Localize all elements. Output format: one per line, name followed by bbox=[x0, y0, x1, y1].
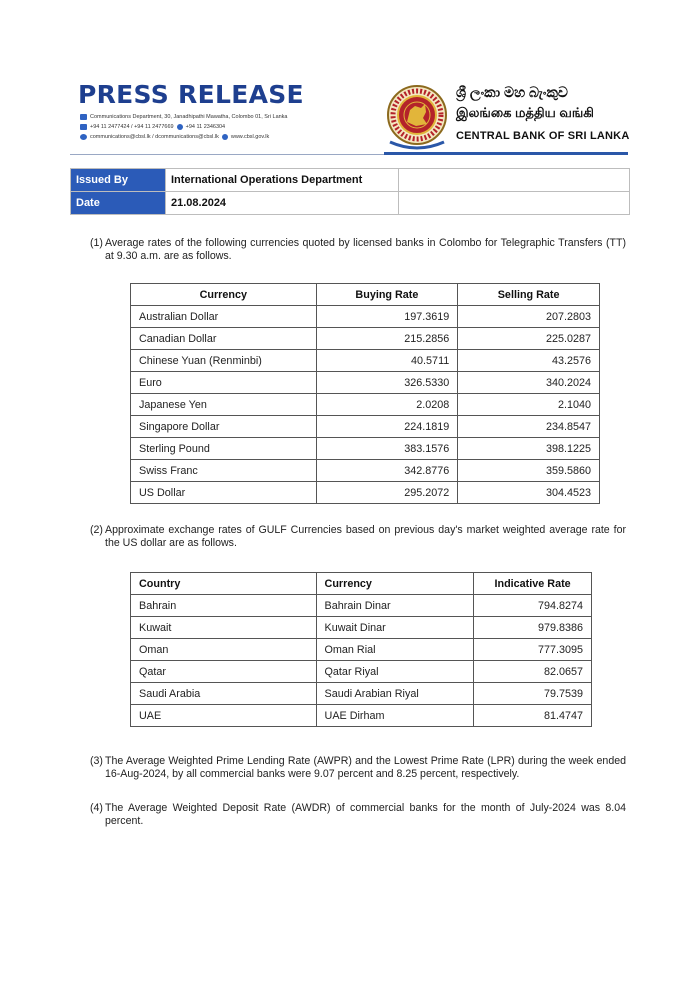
selling-rate-cell: 2.1040 bbox=[458, 394, 600, 416]
address-text: Communications Department, 30, Janadhipathi Mawatha, Colombo 01, Sri Lanka bbox=[90, 114, 288, 120]
currency-cell: Saudi Arabian Riyal bbox=[316, 683, 474, 705]
header-accent-bar bbox=[384, 152, 628, 155]
section-1-number: (1) bbox=[90, 237, 103, 249]
country-cell: Kuwait bbox=[131, 617, 317, 639]
phone-icon bbox=[80, 124, 87, 130]
header-buying-rate: Buying Rate bbox=[316, 284, 458, 306]
section-4-paragraph bbox=[90, 802, 626, 828]
header-currency: Currency bbox=[316, 573, 474, 595]
table-row bbox=[131, 438, 600, 460]
issued-by-empty bbox=[399, 169, 630, 192]
currency-cell: Australian Dollar bbox=[131, 306, 317, 328]
section-3-number: (3) bbox=[90, 755, 103, 767]
indicative-rate-cell: 979.8386 bbox=[474, 617, 592, 639]
currency-cell: Bahrain Dinar bbox=[316, 595, 474, 617]
table-row bbox=[131, 482, 600, 504]
buying-rate-cell: 197.3619 bbox=[316, 306, 458, 328]
indicative-rate-cell: 82.0657 bbox=[474, 661, 592, 683]
press-release-title: PRESS RELEASE bbox=[78, 80, 304, 109]
table-row bbox=[131, 350, 600, 372]
selling-rate-cell: 225.0287 bbox=[458, 328, 600, 350]
date-label: Date bbox=[71, 192, 166, 215]
bank-name-tamil: இலங்கை மத்திய வங்கி bbox=[456, 105, 594, 120]
table-row bbox=[131, 416, 600, 438]
issued-by-label: Issued By bbox=[71, 169, 166, 192]
section-3-paragraph bbox=[90, 755, 626, 781]
section-4-number: (4) bbox=[90, 802, 103, 814]
buying-rate-cell: 224.1819 bbox=[316, 416, 458, 438]
section-1-paragraph bbox=[90, 237, 626, 263]
email-icon bbox=[80, 134, 87, 140]
table-row bbox=[131, 328, 600, 350]
buying-rate-cell: 295.2072 bbox=[316, 482, 458, 504]
issue-info-table bbox=[70, 168, 630, 215]
phone-line bbox=[80, 122, 288, 132]
currency-cell: Euro bbox=[131, 372, 317, 394]
currency-cell: Qatar Riyal bbox=[316, 661, 474, 683]
indicative-rate-cell: 777.3095 bbox=[474, 639, 592, 661]
section-2-text: Approximate exchange rates of GULF Currencies based on previous day's market weighted average rate for the US dollar are as follows. bbox=[105, 524, 626, 549]
currency-cell: Singapore Dollar bbox=[131, 416, 317, 438]
currency-cell: Kuwait Dinar bbox=[316, 617, 474, 639]
header-currency: Currency bbox=[131, 284, 317, 306]
date-value: 21.08.2024 bbox=[166, 192, 399, 215]
buying-rate-cell: 40.5711 bbox=[316, 350, 458, 372]
email-text[interactable]: communications@cbsl.lk / dcommunications@cbsl.lk bbox=[90, 134, 219, 140]
table-row bbox=[131, 705, 592, 727]
table-row bbox=[131, 683, 592, 705]
phone-text: +94 11 2477424 / +94 11 2477669 bbox=[90, 124, 174, 130]
buying-rate-cell: 2.0208 bbox=[316, 394, 458, 416]
section-2-number: (2) bbox=[90, 524, 103, 536]
globe-icon bbox=[222, 134, 228, 140]
gulf-rates-header-row bbox=[131, 573, 592, 595]
header-country: Country bbox=[131, 573, 317, 595]
country-cell: UAE bbox=[131, 705, 317, 727]
indicative-rate-cell: 79.7539 bbox=[474, 683, 592, 705]
selling-rate-cell: 43.2576 bbox=[458, 350, 600, 372]
currency-cell: Oman Rial bbox=[316, 639, 474, 661]
table-row bbox=[131, 372, 600, 394]
tt-rates-header-row bbox=[131, 284, 600, 306]
selling-rate-cell: 340.2024 bbox=[458, 372, 600, 394]
indicative-rate-cell: 81.4747 bbox=[474, 705, 592, 727]
contact-block bbox=[80, 112, 288, 142]
currency-cell: Swiss Franc bbox=[131, 460, 317, 482]
buying-rate-cell: 342.8776 bbox=[316, 460, 458, 482]
currency-cell: UAE Dirham bbox=[316, 705, 474, 727]
currency-cell: Chinese Yuan (Renminbi) bbox=[131, 350, 317, 372]
table-row bbox=[131, 306, 600, 328]
mail-icon bbox=[80, 114, 87, 120]
currency-cell: Sterling Pound bbox=[131, 438, 317, 460]
address-line bbox=[80, 112, 288, 122]
selling-rate-cell: 398.1225 bbox=[458, 438, 600, 460]
currency-cell: Japanese Yen bbox=[131, 394, 317, 416]
buying-rate-cell: 215.2856 bbox=[316, 328, 458, 350]
selling-rate-cell: 359.5860 bbox=[458, 460, 600, 482]
section-4-text: The Average Weighted Deposit Rate (AWDR) of commercial banks for the month of July-2024 was 8.04 percent. bbox=[105, 802, 626, 827]
date-row bbox=[71, 192, 630, 215]
country-cell: Qatar bbox=[131, 661, 317, 683]
selling-rate-cell: 234.8547 bbox=[458, 416, 600, 438]
tt-rates-table bbox=[130, 283, 600, 504]
currency-cell: US Dollar bbox=[131, 482, 317, 504]
table-row bbox=[131, 639, 592, 661]
country-cell: Oman bbox=[131, 639, 317, 661]
country-cell: Bahrain bbox=[131, 595, 317, 617]
issued-by-value: International Operations Department bbox=[166, 169, 399, 192]
buying-rate-cell: 326.5330 bbox=[316, 372, 458, 394]
indicative-rate-cell: 794.8274 bbox=[474, 595, 592, 617]
country-cell: Saudi Arabia bbox=[131, 683, 317, 705]
table-row bbox=[131, 617, 592, 639]
fax-text: +94 11 2346304 bbox=[185, 124, 226, 130]
issued-by-row bbox=[71, 169, 630, 192]
section-1-text: Average rates of the following currencies quoted by licensed banks in Colombo for Telegraphic Transfers (TT) at 9.30 a.m. are as follows. bbox=[105, 237, 626, 262]
website-text[interactable]: www.cbsl.gov.lk bbox=[230, 134, 270, 140]
gulf-rates-table bbox=[130, 572, 592, 727]
email-line bbox=[80, 132, 288, 142]
selling-rate-cell: 207.2803 bbox=[458, 306, 600, 328]
table-row bbox=[131, 661, 592, 683]
table-row bbox=[131, 394, 600, 416]
table-row bbox=[131, 460, 600, 482]
fax-icon bbox=[177, 124, 183, 130]
header-selling-rate: Selling Rate bbox=[458, 284, 600, 306]
header-indicative-rate: Indicative Rate bbox=[474, 573, 592, 595]
section-2-paragraph bbox=[90, 524, 626, 550]
section-3-text: The Average Weighted Prime Lending Rate (AWPR) and the Lowest Prime Rate (LPR) during the week ended 16-Aug-2024, by all commercial banks were 9.07 percent and 8.25 percent, respectively. bbox=[105, 755, 626, 780]
table-row bbox=[131, 595, 592, 617]
date-empty bbox=[399, 192, 630, 215]
bank-name-sinhala: ශ්‍රී ලංකා මහ බැංකුව bbox=[456, 84, 568, 100]
selling-rate-cell: 304.4523 bbox=[458, 482, 600, 504]
buying-rate-cell: 383.1576 bbox=[316, 438, 458, 460]
bank-name-english: CENTRAL BANK OF SRI LANKA bbox=[456, 130, 630, 142]
currency-cell: Canadian Dollar bbox=[131, 328, 317, 350]
central-bank-seal-logo bbox=[386, 82, 448, 152]
